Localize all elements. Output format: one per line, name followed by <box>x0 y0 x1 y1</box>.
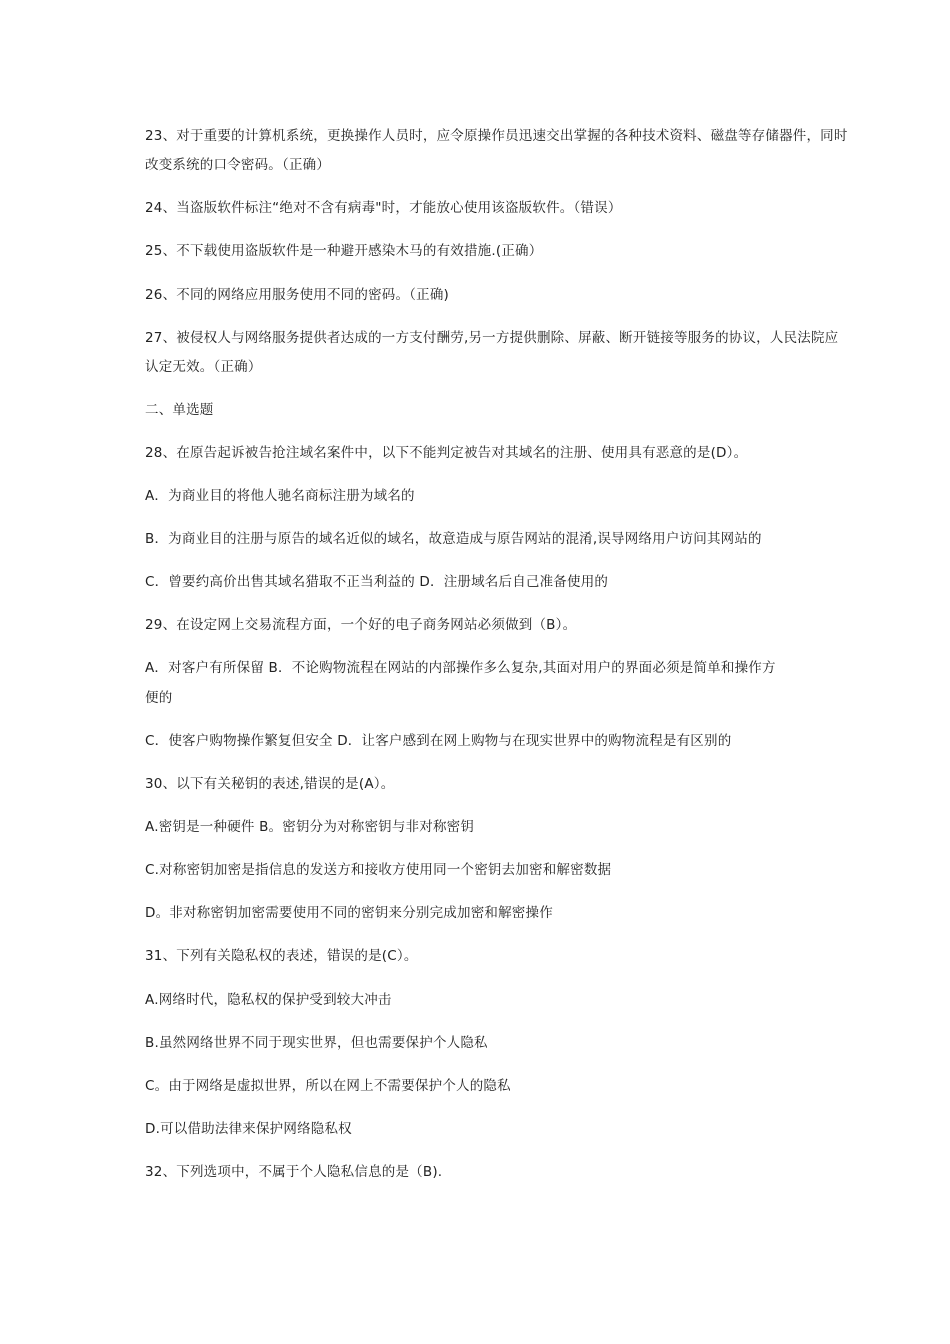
question-29-option-cd: C．使客户购物操作繁复但安全 D．让客户感到在网上购物与在现实世界中的购物流程是有区别的 <box>145 733 732 749</box>
question-30-option-d: D。非对称密钥加密需要使用不同的密钥来分别完成加密和解密操作 <box>145 905 553 921</box>
question-30-stem: 30、以下有关秘钥的表述,错误的是(A）。 <box>145 776 395 792</box>
question-24: 24、当盗版软件标注“绝对不含有病毒"时，才能放心使用该盗版软件。（错误） <box>145 200 622 216</box>
question-30-option-c: C.对称密钥加密是指信息的发送方和接收方使用同一个密钥去加密和解密数据 <box>145 862 612 878</box>
question-31-option-c: C。由于网络是虚拟世界，所以在网上不需要保护个人的隐私 <box>145 1078 511 1094</box>
question-29-option-ab-line-1: A．对客户有所保留 B．不论购物流程在网站的内部操作多么复杂,其面对用户的界面必须是简单和操作方 <box>145 660 776 676</box>
question-27-line-2: 认定无效。（正确） <box>145 359 262 375</box>
question-30-option-ab: A.密钥是一种硬件 B。密钥分为对称密钥与非对称密钥 <box>145 819 475 835</box>
section-heading-single-choice: 二、单选题 <box>145 402 214 418</box>
question-28-stem: 28、在原告起诉被告抢注域名案件中，以下不能判定被告对其域名的注册、使用具有恶意的是(D）。 <box>145 445 748 461</box>
question-25: 25、不下载使用盗版软件是一种避开感染木马的有效措施.(正确） <box>145 243 543 259</box>
question-31-option-a: A.网络时代，隐私权的保护受到较大冲击 <box>145 992 392 1008</box>
question-31-option-b: B.虽然网络世界不同于现实世界，但也需要保护个人隐私 <box>145 1035 488 1051</box>
question-28-option-cd: C．曾要约高价出售其域名猎取不正当利益的 D．注册域名后自己准备使用的 <box>145 574 609 590</box>
question-31-stem: 31、下列有关隐私权的表述，错误的是(C）。 <box>145 948 418 964</box>
question-31-option-d: D.可以借助法律来保护网络隐私权 <box>145 1121 352 1137</box>
question-29-option-ab-line-2: 便的 <box>145 690 173 706</box>
question-26: 26、不同的网络应用服务使用不同的密码。（正确) <box>145 287 449 303</box>
question-23-line-2: 改变系统的口令密码。（正确） <box>145 157 331 173</box>
question-23-line-1: 23、对于重要的计算机系统，更换操作人员时，应令原操作员迅速交出掌握的各种技术资料、磁盘等存储器件，同时 <box>145 128 848 144</box>
question-27-line-1: 27、被侵权人与网络服务提供者达成的一方支付酬劳,另一方提供删除、屏蔽、断开链接等服务的协议，人民法院应 <box>145 330 839 346</box>
question-28-option-a: A．为商业目的将他人驰名商标注册为域名的 <box>145 488 415 504</box>
question-32-stem: 32、下列选项中，不属于个人隐私信息的是（B). <box>145 1164 443 1180</box>
question-29-stem: 29、在设定网上交易流程方面，一个好的电子商务网站必须做到（B）。 <box>145 617 577 633</box>
question-28-option-b: B．为商业目的注册与原告的域名近似的域名，故意造成与原告网站的混淆,误导网络用户访问其网站的 <box>145 531 762 547</box>
